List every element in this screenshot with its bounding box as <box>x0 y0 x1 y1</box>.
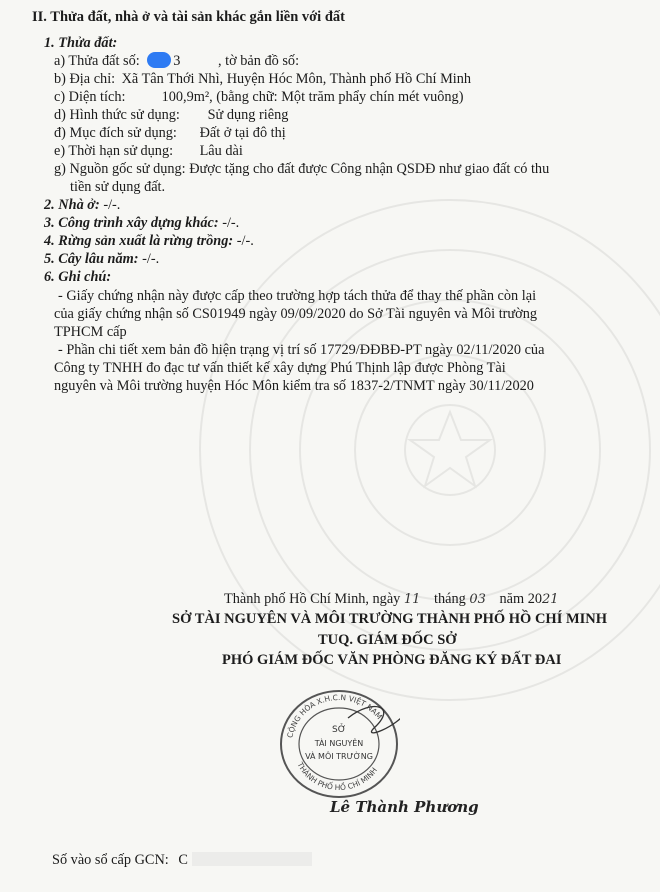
issue-date-line <box>224 590 559 609</box>
agency-name: SỞ TÀI NGUYÊN VÀ MÔI TRƯỜNG THÀNH PHỐ HỒ CHÍ MINH <box>172 611 608 627</box>
issue-month: 03 <box>469 592 486 607</box>
redaction-mark <box>147 52 171 68</box>
note-line-6: nguyên và Môi trường huyện Hóc Môn kiểm tra số 1837-2/TNMT ngày 30/11/2020 <box>54 378 534 394</box>
seal-center-1: SỞ <box>332 725 346 735</box>
area-row <box>54 88 463 106</box>
issue-place: Thành phố Hồ Chí Minh, ngày <box>224 591 401 607</box>
usage-purpose-label: đ) Mục đích sử dụng: <box>54 125 177 141</box>
usage-purpose-row <box>54 124 286 142</box>
note-line-5: Công ty TNHH đo đạc tư vấn thiết kế xây dựng Phú Thịnh lập được Phòng Tài <box>54 360 506 376</box>
notes-label: 6. Ghi chú: <box>44 269 112 285</box>
address-value: Xã Tân Thới Nhì, Huyện Hóc Môn, Thành phố Hồ Chí Minh <box>121 71 472 87</box>
origin-value-2: tiền sử dụng đất. <box>70 179 166 195</box>
land-parcel-row <box>54 52 299 70</box>
perennial-trees-row <box>44 250 159 268</box>
seal-center-2: TÀI NGUYÊN <box>314 739 364 748</box>
usage-form-row <box>54 106 288 124</box>
origin-label: g) Nguồn gốc sử dụng: <box>54 161 186 177</box>
land-heading: 1. Thửa đất: <box>44 35 118 51</box>
usage-form-label: d) Hình thức sử dụng: <box>54 107 180 123</box>
other-construction-value: -/-. <box>222 215 240 231</box>
seal-ring-bottom: THÀNH PHỐ HỒ CHÍ MINH <box>295 760 380 793</box>
official-seal <box>278 688 400 800</box>
address-row <box>54 70 471 88</box>
issue-year-tail: 21 <box>542 592 559 607</box>
other-construction-row <box>44 214 239 232</box>
register-label: Số vào sổ cấp GCN: <box>52 852 169 868</box>
note-line-4: - Phần chi tiết xem bản đồ hiện trạng vị trí số 17729/ĐĐBĐ-PT ngày 02/11/2020 của <box>58 342 545 358</box>
address-label: b) Địa chỉ: <box>54 71 116 87</box>
tuq-director: TUQ. GIÁM ĐỐC SỞ <box>318 632 457 648</box>
usage-form-value: Sử dụng riêng <box>207 107 289 123</box>
origin-value-1: Được tặng cho đất được Công nhận QSDĐ như giao đất có thu <box>189 161 550 177</box>
usage-purpose-value: Đất ở tại đô thị <box>199 125 286 141</box>
issue-year-label: năm 20 <box>499 591 542 607</box>
parcel-value-tail: 3 <box>173 53 181 69</box>
house-label: 2. Nhà ở: <box>44 197 100 213</box>
register-value: C <box>178 852 188 868</box>
origin-row <box>54 160 549 178</box>
issue-day: 11 <box>403 592 421 607</box>
seal-ring-top: CỘNG HÒA X.H.C.N VIỆT NAM <box>285 692 384 739</box>
usage-term-value: Lâu dài <box>199 143 243 159</box>
parcel-label: a) Thửa đất số: <box>54 53 140 69</box>
plantation-forest-row <box>44 232 254 250</box>
svg-text:THÀNH PHỐ HỒ CHÍ MINH <box>295 760 379 792</box>
area-label: c) Diện tích: <box>54 89 126 105</box>
other-construction-label: 3. Công trình xây dựng khác: <box>44 215 219 231</box>
signer-name: Lê Thành Phương <box>330 798 479 816</box>
house-value: -/-. <box>103 197 121 213</box>
notes-heading-row <box>44 268 111 286</box>
redaction-blur <box>192 852 312 866</box>
signer-title: PHÓ GIÁM ĐỐC VĂN PHÒNG ĐĂNG KÝ ĐẤT ĐAI <box>222 652 562 668</box>
plantation-forest-value: -/-. <box>236 233 254 249</box>
usage-term-row <box>54 142 243 160</box>
issue-month-label: tháng <box>434 591 466 607</box>
area-value: 100,9m², (bằng chữ: Một trăm phẩy chín mét vuông) <box>161 89 464 105</box>
map-sheet-label: , tờ bản đồ số: <box>218 53 300 69</box>
register-row <box>52 851 312 869</box>
plantation-forest-label: 4. Rừng sản xuất là rừng trồng: <box>44 233 234 249</box>
section-title: II. Thửa đất, nhà ở và tài sản khác gắn liền với đất <box>32 9 345 25</box>
note-line-2: của giấy chứng nhận số CS01949 ngày 09/09/2020 do Sở Tài nguyên và Môi trường <box>54 306 538 322</box>
house-row <box>44 196 120 214</box>
perennial-trees-value: -/-. <box>142 251 160 267</box>
seal-center-3: VÀ MÔI TRƯỜNG <box>305 752 373 761</box>
note-line-3: TPHCM cấp <box>54 324 127 340</box>
usage-term-label: e) Thời hạn sử dụng: <box>54 143 174 159</box>
perennial-trees-label: 5. Cây lâu năm: <box>44 251 139 267</box>
note-line-1: - Giấy chứng nhận này được cấp theo trường hợp tách thửa để thay thế phần còn lại <box>58 288 537 304</box>
